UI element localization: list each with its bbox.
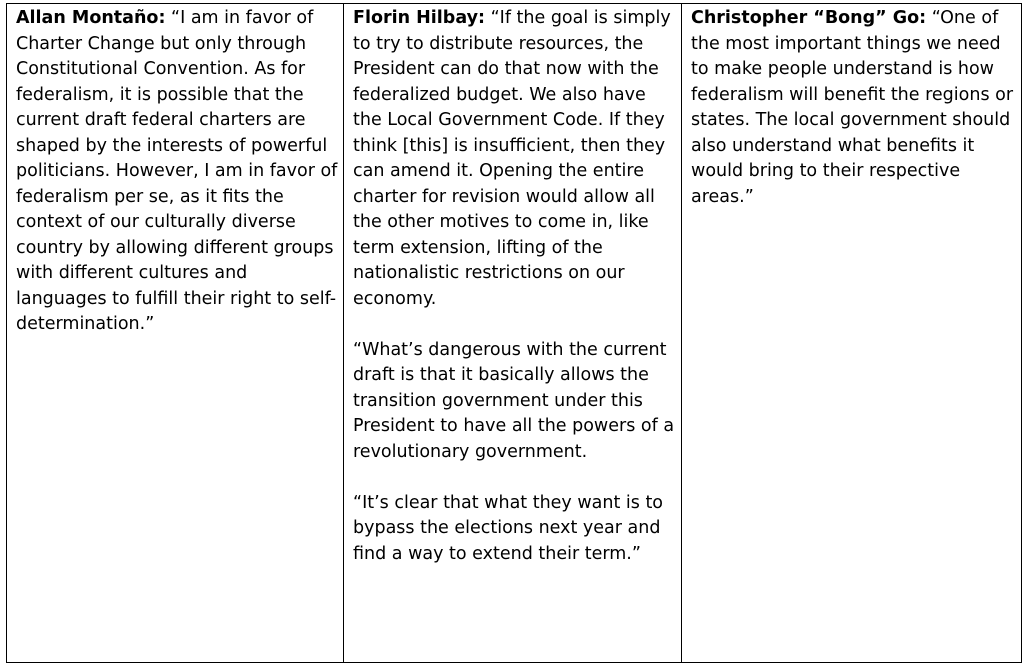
- quote-text: “It’s clear that what they want is to bypass the elections next year and find a way to extend their term.”: [353, 492, 664, 564]
- quote-paragraph: [353, 491, 677, 568]
- quote-text: “I am in favor of Charter Change but only through Constitutional Convention. As for federalism, it is possible that the current draft federal charters are shaped by the interests of powerful politicians. However, I am in favor of federalism per se, as it fits the context of our culturally diverse country by allowing different groups with different cultures and languages to fulfill their right to self-determination.”: [16, 8, 338, 334]
- quote-cell-hilbay: [344, 4, 682, 663]
- quote-paragraph: [353, 338, 677, 466]
- quote-cell-montano: [7, 4, 344, 663]
- table-row: [7, 4, 1022, 663]
- quote-text: “One of the most important things we need to make people understand is how federalism will benefit the regions or states. The local government should also understand what benefits it would bring to their respective areas.”: [691, 8, 1014, 207]
- quote-cell-go: [682, 4, 1022, 663]
- quote-paragraph: [691, 6, 1017, 210]
- quote-paragraph: [16, 6, 339, 338]
- quote-paragraph: [353, 6, 677, 312]
- speaker-name: Christopher “Bong” Go:: [691, 8, 927, 28]
- speaker-name: Allan Montaño:: [16, 8, 166, 28]
- quote-text: “What’s dangerous with the current draft is that it basically allows the transition government under this President to have all the powers of a revolutionary government.: [353, 339, 675, 462]
- quote-text: “If the goal is simply to try to distribute resources, the President can do that now with the federalized budget. We also have the Local Government Code. If they think [this] is insufficient, then they can amend it. Opening the entire charter for revision would allow all the other motives to come in, like term extension, lifting of the nationalistic restrictions on our economy.: [353, 8, 671, 309]
- quotes-table: [6, 3, 1022, 663]
- speaker-name: Florin Hilbay:: [353, 8, 486, 28]
